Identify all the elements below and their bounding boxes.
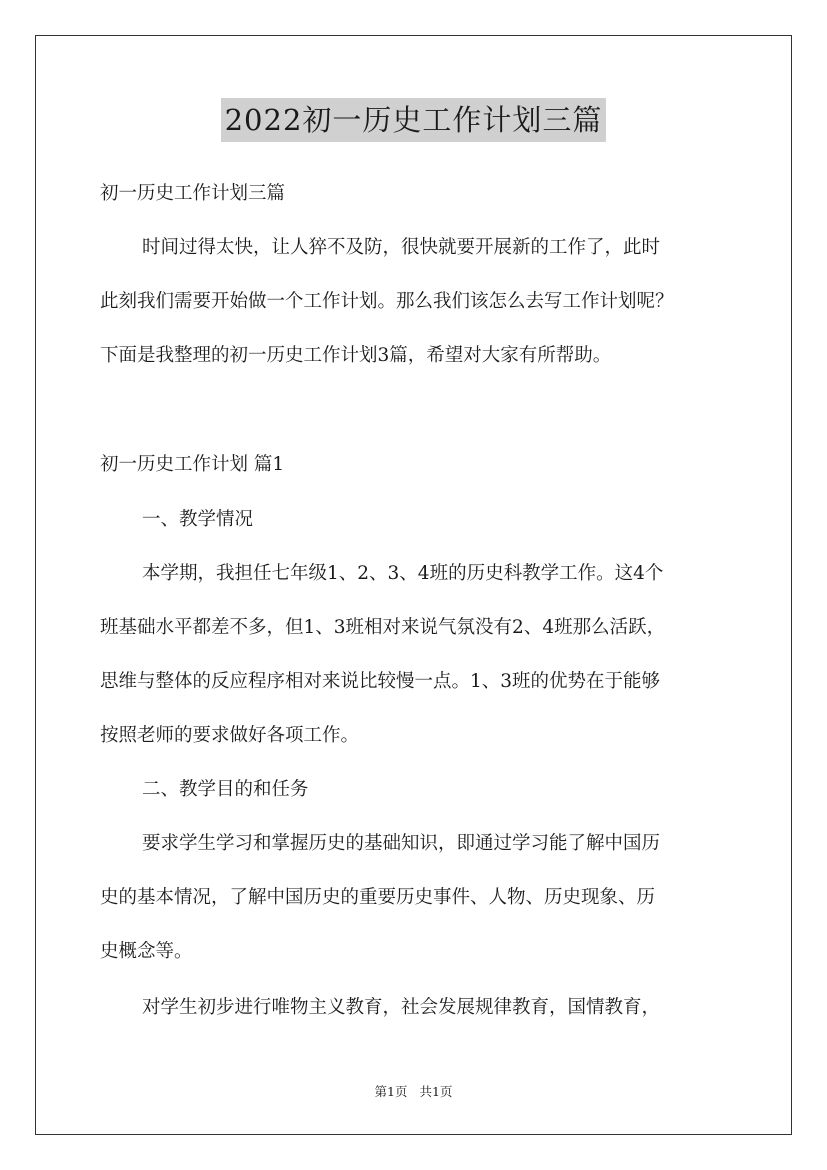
paragraph-line: 史概念等。 [100, 941, 193, 962]
page-footer [0, 1083, 827, 1101]
paragraph-line: 史的基本情况，了解中国历史的重要历史事件、人物、历史现象、历 [100, 887, 656, 908]
paragraph-line: 要求学生学习和掌握历史的基础知识，即通过学习能了解中国历 [142, 833, 661, 854]
subtitle-line: 初一历史工作计划三篇 [100, 183, 286, 204]
page-number: 第1页 [374, 1084, 408, 1099]
section-heading: 初一历史工作计划 篇1 [100, 454, 285, 475]
paragraph-line: 此刻我们需要开始做一个工作计划。那么我们该怎么去写工作计划呢？ [100, 291, 674, 312]
paragraph-line: 按照老师的要求做好各项工作。 [100, 725, 360, 746]
page-total: 共1页 [419, 1084, 453, 1099]
paragraph-line: 对学生初步进行唯物主义教育，社会发展规律教育，国情教育， [142, 997, 661, 1018]
paragraph-line: 下面是我整理的初一历史工作计划3篇，希望对大家有所帮助。 [100, 345, 612, 366]
paragraph-line: 时间过得太快，让人猝不及防，很快就要开展新的工作了，此时 [142, 237, 661, 258]
title-container [0, 98, 827, 142]
paragraph-line: 思维与整体的反应程序相对来说比较慢一点。1、3班的优势在于能够 [100, 671, 661, 692]
paragraph-line: 本学期，我担任七年级1、2、3、4班的历史科教学工作。这4个 [142, 563, 664, 584]
paragraph-line: 班基础水平都差不多，但1、3班相对来说气氛没有2、4班那么活跃， [100, 617, 666, 638]
document-title: 2022初一历史工作计划三篇 [221, 98, 607, 142]
subheading-teaching-situation: 一、教学情况 [142, 509, 254, 530]
subheading-teaching-goals: 二、教学目的和任务 [142, 779, 309, 800]
